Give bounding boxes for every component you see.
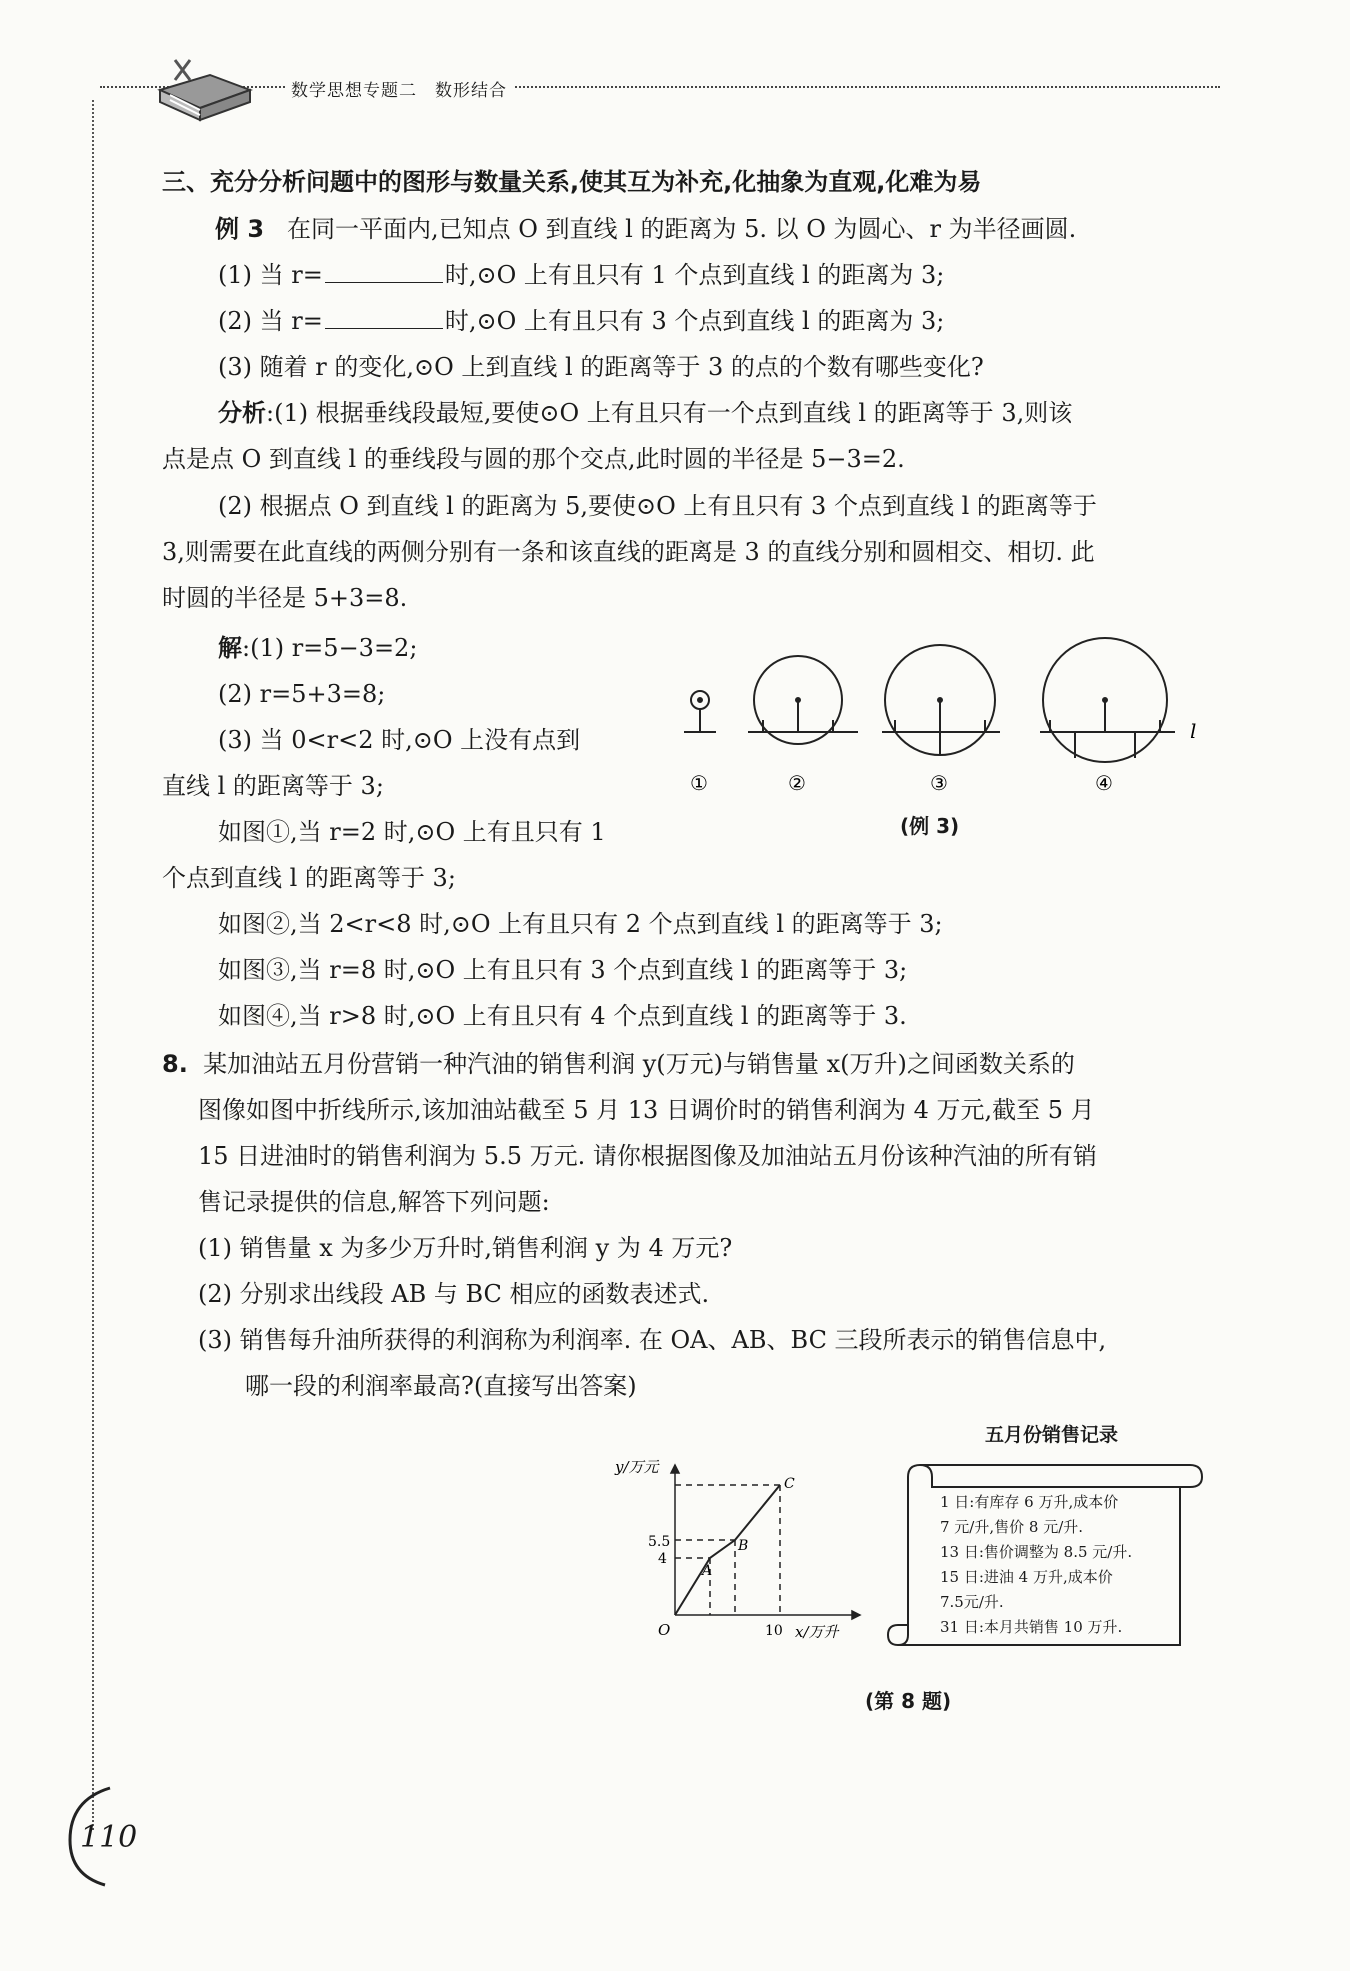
- record-line-2: 7 元/升,售价 8 元/升.: [940, 1518, 1084, 1536]
- book-logo-icon: [150, 50, 260, 130]
- y-axis-label: y/万元: [615, 1458, 659, 1476]
- circle-figure-1: [684, 691, 716, 732]
- record-line-4: 15 日:进油 4 万升,成本价: [940, 1568, 1113, 1586]
- solution-line-5: 如图①,当 r=2 时,⊙O 上有且只有 1: [218, 818, 606, 846]
- header-rule: [100, 86, 1220, 88]
- record-title: 五月份销售记录: [985, 1424, 1119, 1446]
- analysis-line-3: (2) 根据点 O 到直线 l 的距离为 5,要使⊙O 上有且只有 3 个点到直线 l 的距离等于: [218, 492, 1097, 520]
- x-tick-10: 10: [765, 1623, 783, 1639]
- analysis-text-1: :(1) 根据垂线段最短,要使⊙O 上有且只有一个点到直线 l 的距离等于 3,则该: [266, 399, 1073, 427]
- y-tick-5-5: 5.5: [648, 1534, 671, 1550]
- solution-line-4: 直线 l 的距离等于 3;: [162, 772, 384, 800]
- example3-caption: (例 3): [900, 814, 960, 838]
- point-c-label: C: [784, 1476, 795, 1492]
- solution-line-2: (2) r=5+3=8;: [218, 680, 386, 708]
- problem8-q3a: (3) 销售每升油所获得的利润称为利润率. 在 OA、AB、BC 三段所表示的销售信息中,: [198, 1326, 1107, 1354]
- problem8-text-1: 某加油站五月份营销一种汽油的销售利润 y(万元)与销售量 x(万升)之间函数关系的: [203, 1050, 1075, 1078]
- analysis-line-4: 3,则需要在此直线的两侧分别有一条和该直线的距离是 3 的直线分别和圆相交、相切. 此: [162, 538, 1095, 566]
- solution-line-7: 如图②,当 2<r<8 时,⊙O 上有且只有 2 个点到直线 l 的距离等于 3;: [218, 910, 943, 938]
- margin-rule: [92, 100, 94, 1830]
- q2-prefix: (2) 当 r=: [218, 307, 323, 335]
- origin-label: O: [658, 1621, 671, 1639]
- solution-line-6: 个点到直线 l 的距离等于 3;: [162, 864, 456, 892]
- problem8-q3b: 哪一段的利润率最高?(直接写出答案): [245, 1372, 637, 1400]
- example3-stem-line: [215, 213, 1076, 245]
- record-line-5: 7.5元/升.: [940, 1593, 1004, 1611]
- problem8-q1: (1) 销售量 x 为多少万升时,销售利润 y 为 4 万元?: [198, 1234, 733, 1262]
- q2-suffix: 时,⊙O 上有且只有 3 个点到直线 l 的距离为 3;: [444, 307, 945, 335]
- solution-text-1: :(1) r=5−3=2;: [242, 634, 418, 662]
- example3-q1: [218, 259, 944, 291]
- problem8-line-2: 图像如图中折线所示,该加油站截至 5 月 13 日调价时的销售利润为 4 万元,截至 5 月: [198, 1096, 1095, 1124]
- analysis-line-2: 点是点 O 到直线 l 的垂线段与圆的那个交点,此时圆的半径是 5−3=2.: [162, 445, 905, 473]
- problem8-line-4: 售记录提供的信息,解答下列问题:: [198, 1188, 550, 1216]
- figure-label-2: ②: [788, 771, 806, 795]
- solution-line-9: 如图④,当 r>8 时,⊙O 上有且只有 4 个点到直线 l 的距离等于 3.: [218, 1002, 907, 1030]
- analysis-line-5: 时圆的半径是 5+3=8.: [162, 584, 408, 612]
- figure-label-1: ①: [690, 771, 708, 795]
- record-line-6: 31 日:本月共销售 10 万升.: [940, 1618, 1123, 1636]
- figure-label-4: ④: [1095, 771, 1113, 795]
- problem8-line-3: 15 日进油时的销售利润为 5.5 万元. 请你根据图像及加油站五月份该种汽油的所有销: [198, 1142, 1097, 1170]
- solution-label: 解: [218, 634, 242, 662]
- problem8-caption: (第 8 题): [865, 1689, 952, 1713]
- circle-figure-2: [748, 656, 858, 744]
- circle-figure-3: [882, 645, 1000, 755]
- answer-blank: [325, 306, 443, 329]
- example3-figure: [670, 630, 1210, 840]
- solution-line-8: 如图③,当 r=8 时,⊙O 上有且只有 3 个点到直线 l 的距离等于 3;: [218, 956, 908, 984]
- answer-blank: [325, 260, 443, 283]
- record-line-1: 1 日:有库存 6 万升,成本价: [940, 1493, 1119, 1511]
- point-a-label: A: [702, 1563, 713, 1579]
- solution-line-3: (3) 当 0<r<2 时,⊙O 上没有点到: [218, 726, 581, 754]
- example3-q2: [218, 305, 944, 337]
- example3-label: 例 3: [215, 215, 265, 243]
- page-number: 110: [80, 1820, 138, 1855]
- analysis-label: 分析: [218, 399, 266, 427]
- record-line-3: 13 日:售价调整为 8.5 元/升.: [940, 1543, 1133, 1561]
- section-heading: 三、充分分析问题中的图形与数量关系,使其互为补充,化抽象为直观,化难为易: [162, 168, 982, 196]
- problem8-line-1: [162, 1048, 1075, 1080]
- q1-prefix: (1) 当 r=: [218, 261, 323, 289]
- header-title: 数学思想专题二 数形结合: [285, 76, 513, 101]
- y-tick-4: 4: [658, 1551, 667, 1567]
- figure-label-3: ③: [930, 771, 948, 795]
- problem8-q2: (2) 分别求出线段 AB 与 BC 相应的函数表述式.: [198, 1280, 710, 1308]
- profit-graph: [610, 1450, 870, 1640]
- q1-suffix: 时,⊙O 上有且只有 1 个点到直线 l 的距离为 3;: [444, 261, 945, 289]
- analysis-line-1: [218, 397, 1072, 429]
- solution-line-1: [218, 632, 417, 664]
- point-b-label: B: [738, 1538, 749, 1554]
- line-l-label: l: [1190, 719, 1197, 743]
- problem8-number: 8.: [162, 1050, 188, 1078]
- example3-stem: 在同一平面内,已知点 O 到直线 l 的距离为 5. 以 O 为圆心、r 为半径画圆.: [286, 215, 1077, 243]
- x-axis-label: x/万升: [795, 1623, 839, 1640]
- example3-q3: (3) 随着 r 的变化,⊙O 上到直线 l 的距离等于 3 的点的个数有哪些变化?: [218, 353, 984, 381]
- circle-figure-4: [1040, 638, 1175, 762]
